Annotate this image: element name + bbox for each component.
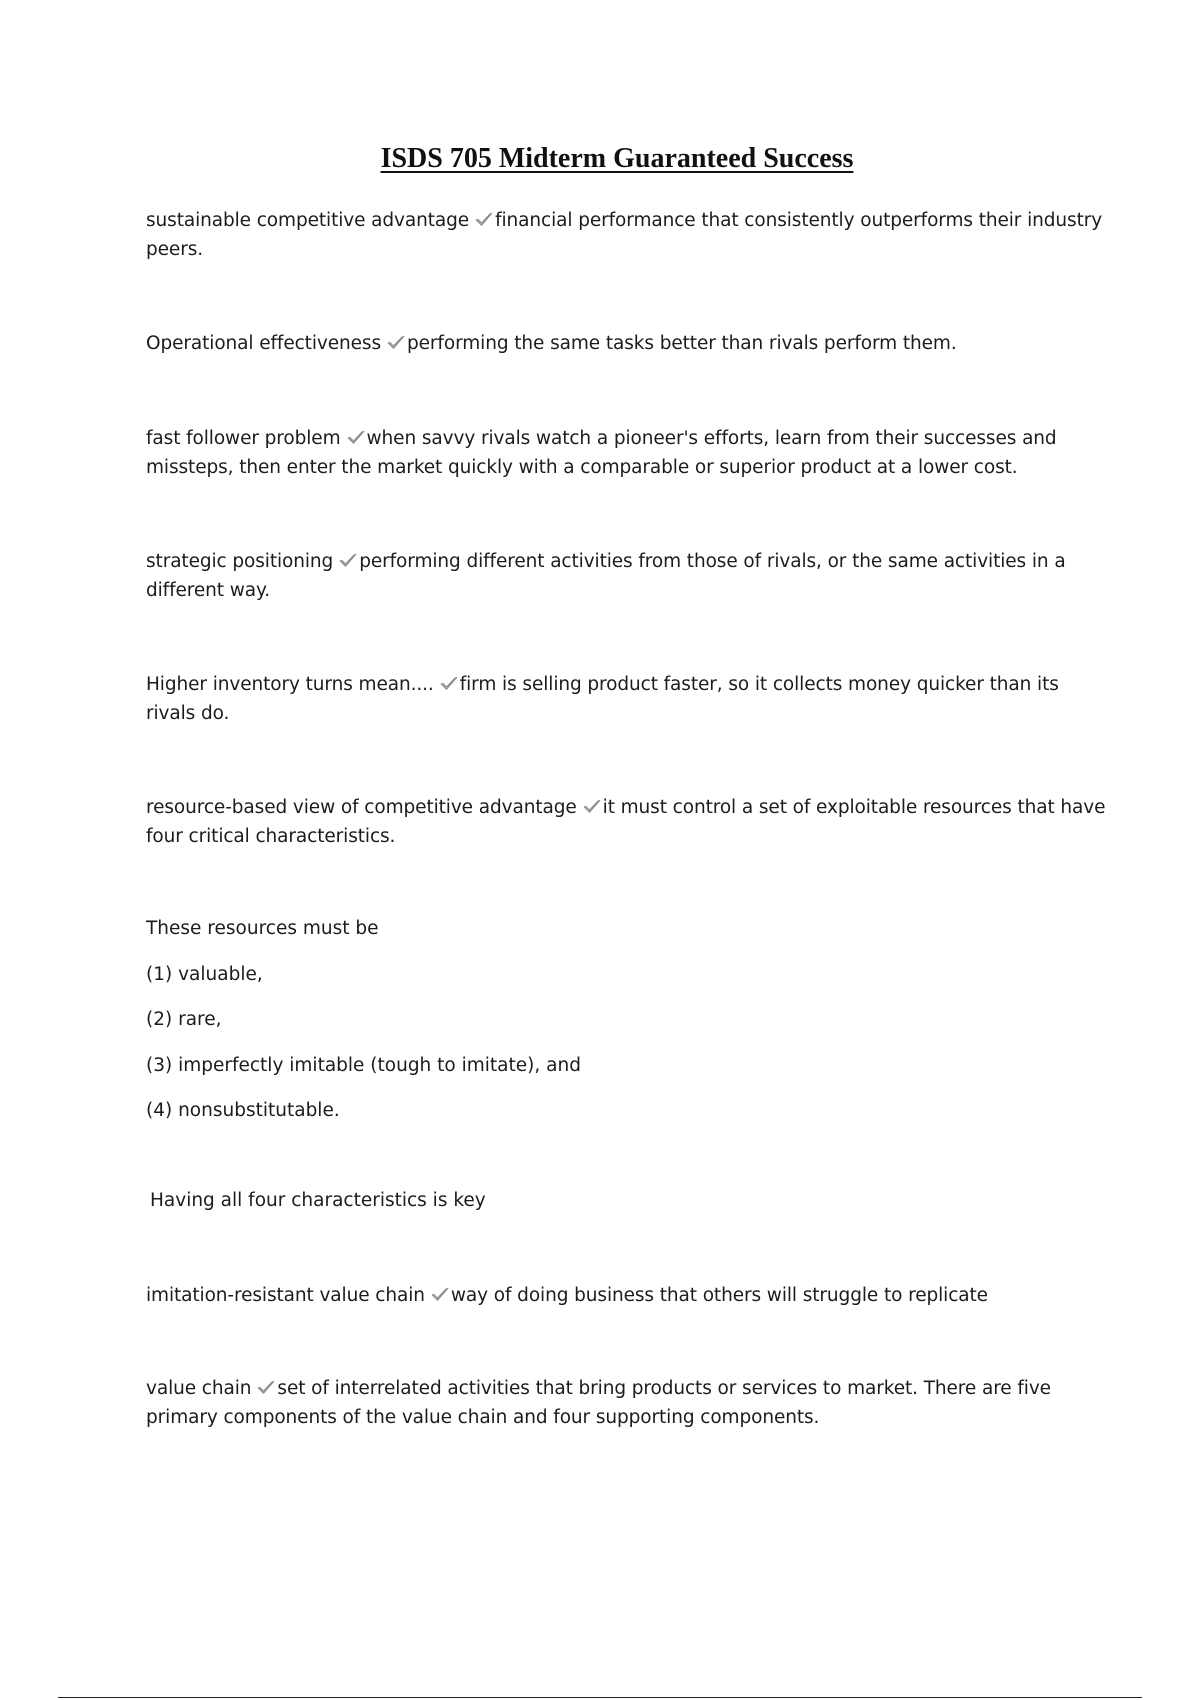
resource-item: (3) imperfectly imitable (tough to imitate), and xyxy=(146,1055,581,1076)
definition-entry xyxy=(146,793,1106,851)
check-mark-icon xyxy=(430,1285,450,1303)
definition-entry xyxy=(146,206,1106,264)
entry-definition: when savvy rivals watch a pioneer's efforts, learn from their successes and missteps, then enter the market quickly with a comparable or superior product at a lower cost. xyxy=(146,428,1057,478)
definition-entry xyxy=(146,1281,1106,1310)
check-mark-icon xyxy=(256,1378,276,1396)
check-mark-icon xyxy=(439,674,459,692)
entry-definition: set of interrelated activities that bring products or services to market. There are five primary components of the value chain and four supporting components. xyxy=(146,1378,1051,1428)
entry-term: resource-based view of competitive advantage xyxy=(146,797,577,818)
check-mark-icon xyxy=(338,551,358,569)
entry-definition: performing the same tasks better than rivals perform them. xyxy=(407,333,957,354)
entry-definition: financial performance that consistently outperforms their industry peers. xyxy=(146,210,1103,260)
entry-term: sustainable competitive advantage xyxy=(146,210,470,231)
definition-entry xyxy=(146,329,1106,358)
definition-entry xyxy=(146,547,1106,605)
check-mark-icon xyxy=(386,333,406,351)
check-mark-icon xyxy=(346,428,366,446)
entry-definition: it must control a set of exploitable resources that have four critical characteristics. xyxy=(146,797,1106,847)
resource-item: (4) nonsubstitutable. xyxy=(146,1100,340,1121)
entry-definition: way of doing business that others will struggle to replicate xyxy=(450,1285,988,1306)
entry-term: Operational effectiveness xyxy=(146,333,381,354)
entry-definition: performing different activities from those of rivals, or the same activities in a different way. xyxy=(146,551,1066,601)
entry-term: strategic positioning xyxy=(146,551,334,572)
entry-definition: firm is selling product faster, so it collects money quicker than its rivals do. xyxy=(146,674,1059,724)
definition-entry xyxy=(146,1374,1106,1432)
check-mark-icon xyxy=(582,797,602,815)
resources-intro: These resources must be xyxy=(146,918,379,939)
definition-entry xyxy=(146,670,1106,728)
resource-item: (2) rare, xyxy=(146,1009,222,1030)
check-mark-icon xyxy=(474,210,494,228)
resource-item: (1) valuable, xyxy=(146,964,263,985)
entry-term: Higher inventory turns mean.... xyxy=(146,674,434,695)
document-title: ISDS 705 Midterm Guaranteed Success xyxy=(380,143,854,174)
footer-rule xyxy=(58,1697,1142,1698)
entry-term: value chain xyxy=(146,1378,252,1399)
entry-term: imitation-resistant value chain xyxy=(146,1285,425,1306)
resources-conclusion: Having all four characteristics is key xyxy=(150,1190,486,1211)
definition-entry xyxy=(146,424,1106,482)
entry-term: fast follower problem xyxy=(146,428,341,449)
